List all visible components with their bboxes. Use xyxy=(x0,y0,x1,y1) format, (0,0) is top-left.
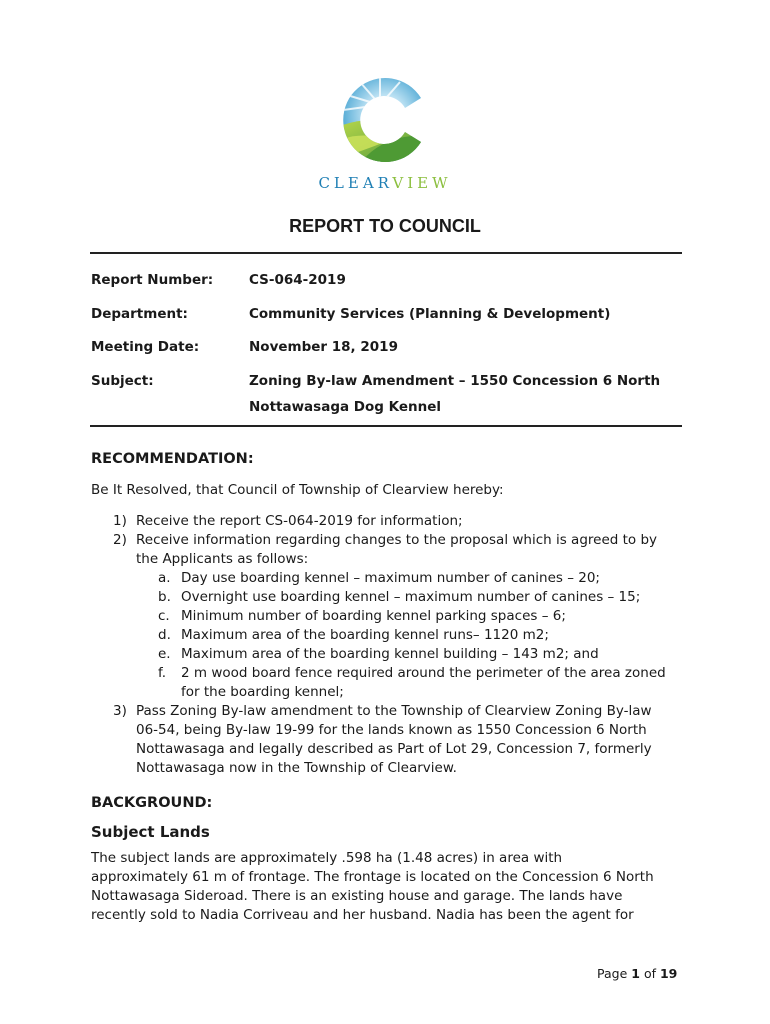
subject-label: Subject: xyxy=(91,373,154,389)
meeting-date-label: Meeting Date: xyxy=(91,339,200,355)
report-title: REPORT TO COUNCIL xyxy=(289,216,481,236)
department-label: Department: xyxy=(91,306,188,322)
subject-value-line1: Zoning By-law Amendment – 1550 Concession 6 North xyxy=(249,373,661,389)
background-text-line: The subject lands are approximately .598 ha (1.48 acres) in area with xyxy=(91,850,563,866)
sublist-item-letter: d. xyxy=(158,627,171,643)
clearview-logo xyxy=(335,70,435,170)
logo-wordmark xyxy=(0,174,770,192)
sublist-item-letter: f. xyxy=(158,665,167,681)
list-item-text: Receive the report CS-064-2019 for information; xyxy=(136,513,463,529)
sublist-item-text: Day use boarding kennel – maximum number of canines – 20; xyxy=(181,570,600,586)
report-number-value: CS-064-2019 xyxy=(249,272,346,288)
department-value: Community Services (Planning & Development) xyxy=(249,306,611,322)
footer-page-word: Page xyxy=(597,966,628,981)
footer-page-total: 19 xyxy=(659,966,678,981)
list-item-text: Nottawasaga and legally described as Part of Lot 29, Concession 7, formerly xyxy=(136,741,652,757)
list-item-text: Receive information regarding changes to the proposal which is agreed to by xyxy=(136,532,658,548)
sublist-item-letter: c. xyxy=(158,608,170,624)
sublist-item-text: Overnight use boarding kennel – maximum number of canines – 15; xyxy=(181,589,641,605)
recommendation-intro: Be It Resolved, that Council of Township of Clearview hereby: xyxy=(91,482,504,498)
footer-page-number: 1 xyxy=(631,966,640,981)
page-footer xyxy=(597,966,677,981)
logo-word-view: VIEW xyxy=(392,174,452,192)
logo-word-clear: CLEAR xyxy=(318,174,393,192)
list-item-text: 06-54, being By-law 19-99 for the lands known as 1550 Concession 6 North xyxy=(136,722,647,738)
recommendation-heading: RECOMMENDATION: xyxy=(91,451,254,467)
sublist-item-letter: e. xyxy=(158,646,171,662)
subject-lands-subheading: Subject Lands xyxy=(91,823,210,841)
sublist-item-letter: b. xyxy=(158,589,171,605)
meeting-date-value: November 18, 2019 xyxy=(249,339,398,355)
background-text-line: recently sold to Nadia Corriveau and her husband. Nadia has been the agent for xyxy=(91,907,634,923)
report-number-label: Report Number: xyxy=(91,272,214,288)
sublist-item-letter: a. xyxy=(158,570,171,586)
background-heading: BACKGROUND: xyxy=(91,795,213,811)
list-item-text: Pass Zoning By-law amendment to the Township of Clearview Zoning By-law xyxy=(136,703,652,719)
list-item-number: 3) xyxy=(113,703,127,719)
bottom-divider xyxy=(90,425,682,427)
sublist-item-text: Maximum area of the boarding kennel building – 143 m2; and xyxy=(181,646,599,662)
footer-of-word: of xyxy=(643,966,656,981)
list-item-text: the Applicants as follows: xyxy=(136,551,309,567)
list-item-number: 1) xyxy=(113,513,127,529)
background-text-line: Nottawasaga Sideroad. There is an existing house and garage. The lands have xyxy=(91,888,623,904)
list-item-text: Nottawasaga now in the Township of Clearview. xyxy=(136,760,457,776)
subject-value-line2: Nottawasaga Dog Kennel xyxy=(249,399,442,415)
top-divider xyxy=(90,252,682,254)
background-text-line: approximately 61 m of frontage. The frontage is located on the Concession 6 North xyxy=(91,869,654,885)
list-item-number: 2) xyxy=(113,532,127,548)
sublist-item-text: 2 m wood board fence required around the perimeter of the area zoned xyxy=(181,665,666,681)
sublist-item-text: Minimum number of boarding kennel parking spaces – 6; xyxy=(181,608,566,624)
sublist-item-text: for the boarding kennel; xyxy=(181,684,344,700)
sublist-item-text: Maximum area of the boarding kennel runs– 1120 m2; xyxy=(181,627,549,643)
